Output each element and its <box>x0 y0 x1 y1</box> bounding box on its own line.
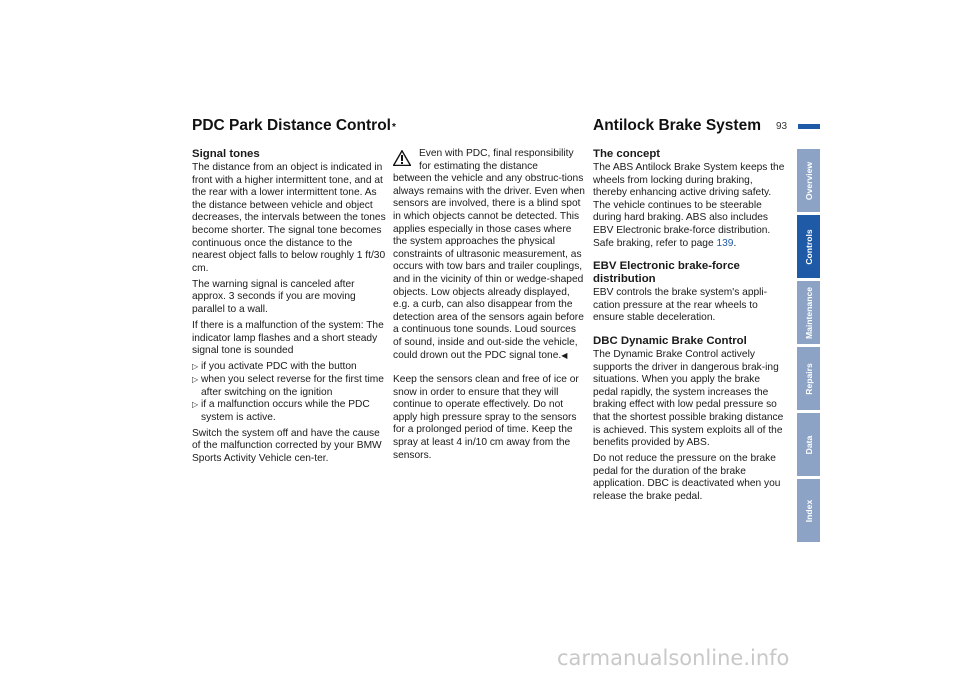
concept-paragraph: The ABS Antilock Brake System keeps the wheels from locking during braking, thereby enhancing active driving safety. The vehicle continues to be steerable during hard braking. ABS also includes EBV Electronic brake-force distribution. <box>593 162 785 236</box>
dbc-paragraph-2: Do not reduce the pressure on the brake pedal for the duration of the brake application. DBC is deactivated when you release the brake pedal. <box>593 453 781 502</box>
page-link-139[interactable]: 139 <box>716 237 734 249</box>
warning-cancel-paragraph: The warning signal is canceled after approx. 3 seconds if you are moving parallel to a wall. <box>192 278 356 316</box>
malfunction-list <box>192 361 386 424</box>
signal-tones-paragraph: The distance from an object is indicated in front with a higher intermittent tone, and at the rear with a lower intermittent tone. As the distance between vehicle and object decreases, the intervals between the tones become shorter. The signal tone becomes continuous once the distance to the nearest object falls to below roughly 1 ft/30 cm. <box>192 162 386 274</box>
column-pdc-warning <box>393 148 585 466</box>
dbc-heading: DBC Dynamic Brake Control <box>593 334 747 347</box>
safe-braking-reference: Safe braking, refer to page 139. <box>593 237 737 249</box>
list-item: ▷ if a malfunction occurs while the PDC system is active. <box>192 399 386 424</box>
tab-controls[interactable]: Controls <box>797 215 820 278</box>
warning-text: between the vehicle and any obstruc-tions always remains with the driver. Even when sensors are involved, there is a blind spot in which objects cannot be detected. This applies especially in those cases where the system approaches the physical constraints of ultrasonic measurement, as occurs with tow bars and trailer couplings, and in the vicinity of thin or wedge-shaped objects. Low objects already displayed, e.g. a curb, can also disappear from the detection area of the sensors again before a continuous tone sounds. Loud sources of sound, inside and out-side the vehicle, could drown out the PDC signal tone. <box>393 173 585 361</box>
tab-repairs[interactable]: Repairs <box>797 347 820 410</box>
left-page-title: PDC Park Distance Control* <box>192 117 396 134</box>
title-asterisk: * <box>391 122 396 133</box>
sensor-care-paragraph: Keep the sensors clean and free of ice or snow in order to ensure that they will continue to operate effectively. Do not apply high pressure spray to the sensors for a prolonged period of time. Keep the spray at least 4 in/10 cm away from the sensors. <box>393 374 579 461</box>
switch-off-paragraph: Switch the system off and have the cause of the malfunction corrected by your BMW Sports Activity Vehicle cen-ter. <box>192 427 382 465</box>
concept-heading: The concept <box>593 148 661 160</box>
page-number: 93 <box>776 121 788 132</box>
end-mark: ◀ <box>561 350 568 360</box>
malfunction-paragraph: If there is a malfunction of the system: The indicator lamp flashes and a short steady signal tone is sounded <box>192 320 384 357</box>
section-tabs <box>797 149 820 545</box>
signal-tones-heading: Signal tones <box>192 148 260 160</box>
column-abs <box>593 148 785 507</box>
tab-data[interactable]: Data <box>797 413 820 476</box>
right-page-title: Antilock Brake System <box>593 117 761 134</box>
warning-triangle-icon <box>393 150 411 166</box>
tab-maintenance[interactable]: Maintenance <box>797 281 820 344</box>
tab-index[interactable]: Index <box>797 479 820 542</box>
list-item: ▷ if you activate PDC with the button <box>192 361 386 374</box>
watermark: carmanualsonline.info <box>557 646 790 670</box>
ebv-heading: EBV Electronic brake-force distribution <box>593 260 740 286</box>
ebv-paragraph: EBV controls the brake system's appli-cation pressure at the rear wheels to ensure stable deceleration. <box>593 287 768 324</box>
warning-first-lines: Even with PDC, final responsibility for estimating the distance <box>419 148 574 172</box>
accent-bar <box>798 124 820 129</box>
warning-note <box>393 148 585 362</box>
dbc-paragraph-1: The Dynamic Brake Control actively supports the driver in dangerous brak-ing situations. When you apply the brake pedal rapidly, the system increases the braking effect with low pedal pressure so that the shortest possible braking distance is achieved. This system exploits all of the benefits provided by ABS. <box>593 348 784 449</box>
column-signal-tones <box>192 148 386 469</box>
list-item: ▷ when you select reverse for the first time after switching on the ignition <box>192 374 386 399</box>
tab-overview[interactable]: Overview <box>797 149 820 212</box>
